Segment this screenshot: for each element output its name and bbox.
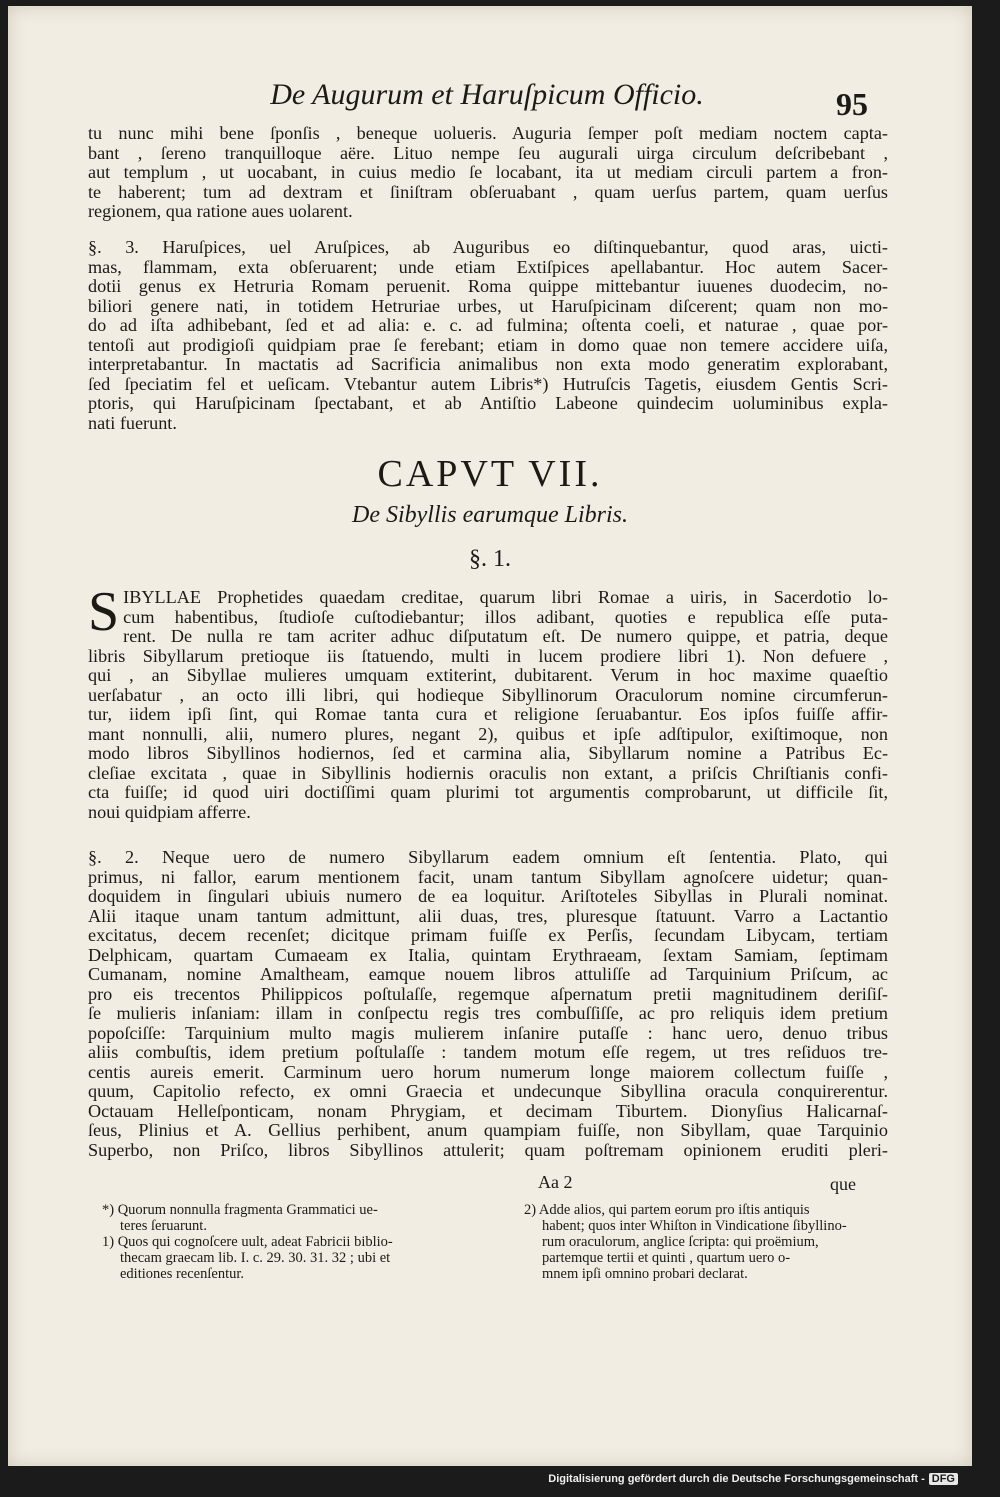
chapter-subtitle: De Sibyllis earumque Libris. <box>352 502 628 528</box>
text-line: popoſciſſe: Tarquinium multo magis mulierem inſanire putaſſe : hanc uero, denuo tribus <box>88 1022 888 1043</box>
footnotes-left <box>102 1202 470 1282</box>
text-line: cleſiae excitata , quae in Sibyllinis hodiernis oraculis non extant, a priſcis Chriſtianis confi- <box>88 762 888 783</box>
text-line: te haberent; tum ad dextram et ſiniſtram obſeruabant , quam uerſus partem, quam uerſus <box>88 181 888 202</box>
footnote-line: habent; quos inter Whiſton in Vindicatione ſibyllino- <box>542 1218 847 1234</box>
text-line: centis aureis emerit. Carminum uero horum numerum longe maiorem collectum fuiſſe , <box>88 1061 888 1082</box>
text-line: cum habentibus, ſtudioſe cuſtodiebantur; illos adibant, quoties e republica eſſe puta- <box>123 606 888 627</box>
text-line: ſed ſpeciatim fel et ueſicam. Vtebantur autem Libris*) Hutruſcis Tagetis, eiusdem Gentis Scri- <box>88 373 888 394</box>
text-line: pro eis trecentos Philippicos poſtulaſſe, regemque aſpernatum pretii magnitudinem deriſiſ- <box>88 983 888 1004</box>
text-line: ptoris, qui Haruſpicinam ſpectabant, et ab Antiſtio Labeone quindecim uoluminibus expla- <box>88 393 888 413</box>
paragraph-numero-sibyllarum <box>88 848 888 1160</box>
text-line: excitatus, decem recenſet; dicitque primam fuiſſe ex Perſis, ſecundam Libycam, tertiam <box>88 925 888 945</box>
text-line: Delphicam, quartam Cumaeam ex Italia, quintam Erythraeam, ſextam Samiam, ſeptimam <box>88 944 888 965</box>
text-line: §. 2. Neque uero de numero Sibyllarum eadem omnium eſt ſententia. Plato, qui <box>88 847 888 867</box>
text-line: tentoſi aut prodigioſi quidpiam prae ſe ferebant; etiam in domo quae non temere accidere uiſa, <box>88 334 888 355</box>
text-line: mas, flammam, exta obſeruarent; unde etiam Extiſpices apellabantur. Hoc autem Sacer- <box>88 256 888 277</box>
text-line: modo libros Sibyllinos hodiernos, ſed et carmina alia, Sibyllarum nomine a Patribus Ec- <box>88 743 888 763</box>
drop-cap: S <box>88 581 120 643</box>
text-line: interpretabantur. In mactatis ad Sacrificia animalibus non exta modo generatim explorabant, <box>88 354 888 374</box>
footnote-line: partemque tertii et quinti , quartum uero o- <box>542 1250 791 1266</box>
dfg-logo: DFG <box>929 1473 958 1485</box>
paragraph-haruspices <box>88 238 888 433</box>
footnote-line: rum oraculorum, anglice ſcripta: qui proëmium, <box>542 1234 819 1250</box>
signature-mark: Aa 2 <box>538 1172 573 1192</box>
catchword: que <box>830 1174 856 1194</box>
text-line: uerſabatur , an octo illi libri, qui hodieque Sibyllinorum Oraculorum nomine circumferun- <box>88 684 888 705</box>
text-line: §. 3. Haruſpices, uel Aruſpices, ab Auguribus eo diſtinquebantur, quod aras, uicti- <box>88 237 888 257</box>
text-line: regionem, qua ratione aues uolarent. <box>88 201 353 221</box>
text-line: Superbo, non Priſco, libros Sibyllinos attulerit; quam poſtremam opinionem eruditi pleri- <box>88 1139 888 1160</box>
running-header: De Augurum et Haruſpicum Officio. <box>270 78 704 111</box>
footnote-line: thecam graecam lib. I. c. 29. 30. 31. 32 ; ubi et <box>120 1250 391 1266</box>
text-line: quum, Capitolio refecto, ex omni Graecia et undecunque Sibyllina oracula conquirerentur. <box>88 1081 888 1101</box>
text-line: Cumanam, nomine Amaltheam, eamque nouem libros attuliſſe ad Tarquinium Priſcum, ac <box>88 964 888 984</box>
text-line: aut templum , ut uocabant, in cuius medio ſe locabant, ita ut mediam circuli partem a fron- <box>88 162 888 182</box>
text-line: Alii itaque unam tantum admittunt, alii duas, tres, pluresque ſtatuunt. Varro a Lactantio <box>88 905 888 926</box>
text-line: biliori genere nati, in totidem Hetruriae urbes, ut Haruſpicinam diſcerent; quam non mo- <box>88 295 888 316</box>
footnote-line: mnem ipſi omnino probari declarat. <box>542 1266 748 1282</box>
footnotes-right <box>524 1202 892 1282</box>
text-line: ſeus, Plinius et A. Gellius perhibent, anum quampiam fuiſſe, non Sibyllam, quae Tarquinio <box>88 1120 888 1140</box>
text-line: aliis combuſtis, idem pretium poſtulaſſe : tandem motum eſſe regem, ut tres reſiduos tre- <box>88 1042 888 1062</box>
footnotes <box>102 1202 892 1282</box>
text-line: cta fuiſſe; id quod uiri doctiſſimi quam plurimi tot argumentis comprobarunt, ut difficile ſit, <box>88 782 888 802</box>
text-line: primus, ni fallor, earum mentionem facit, unam tantum Sibyllam agnoſcere uidetur; quan- <box>88 866 888 887</box>
text-line: ſe mulieris inſaniam: illam in conſpectu regis tres combuſſiſſe, ac pro reliquis idem pretium <box>88 1003 888 1023</box>
digitization-credit <box>548 1473 958 1485</box>
footnote-line: 1) Quos qui cognoſcere uult, adeat Fabricii biblio- <box>102 1234 393 1250</box>
text-line: Octauam Helleſponticam, nonam Phrygiam, et decimam Tiburtem. Dionyſius Halicarnaſ- <box>88 1100 888 1121</box>
text-line: tur, iidem ipſi ſint, qui Romae tanta cura et religione ſeruabantur. Eos ipſos fuiſſe affir- <box>88 704 888 724</box>
text-line: nati fuerunt. <box>88 412 177 433</box>
paragraph-auguria <box>88 124 888 222</box>
text-line: libris Sibyllarum pretioque iis ſtatuendo, multi in lucem prodiere libri 1). Non defuere , <box>88 645 888 666</box>
credit-text: Digitalisierung gefördert durch die Deutsche Forschungsgemeinschaft - <box>548 1473 925 1485</box>
text-line: bant , ſereno tranquilloque aëre. Lituo nempe ſeu augurali uirga circulum deſcribebant , <box>88 142 888 163</box>
text-line: qui , an Sibyllae mulieres umquam extiterint, dubitarent. Verum in hoc maxime quaeſtio <box>88 665 888 685</box>
text-line: rent. De nulla re tam acriter adhuc diſputatum eſt. De numero quippe, et patria, deque <box>123 626 888 646</box>
chapter-title: CAPVT VII. <box>377 453 603 495</box>
text-line: do ad iſta adhibebant, ſed et ad alia: e. c. ad fulmina; oſtenta coeli, et naturae , quae por- <box>88 315 888 335</box>
text-line: dotii genus ex Hetruria Romam peruenit. Roma quippe mittebantur iuuenes duodecim, no- <box>88 276 888 296</box>
text-line: noui quidpiam afferre. <box>88 801 251 822</box>
text-line: IBYLLAE Prophetides quaedam creditae, quarum libri Romae a uiris, in Sacerdotio lo- <box>123 587 888 607</box>
paragraph-sibyllae <box>88 581 888 822</box>
text-line: doquidem in ſingulari ubiuis numero de ea loquitur. Ariſtoteles Sibyllas in Plurali nominat. <box>88 886 888 906</box>
footnote-line: teres ſeruarunt. <box>120 1218 207 1234</box>
footnote-line: *) Quorum nonnulla fragmenta Grammatici ue- <box>102 1202 378 1218</box>
footnote-line: editiones recenſentur. <box>120 1266 245 1282</box>
text-line: mant nonnulli, alii, numero plures, negant 2), quibus et ipſe adſtipulor, exiſtimoque, non <box>88 723 888 744</box>
footnote-line: 2) Adde alios, qui partem eorum pro iſtis antiquis <box>524 1202 810 1218</box>
section-heading: §. 1. <box>469 546 511 572</box>
page-number: 95 <box>836 86 868 122</box>
text-line: tu nunc mihi bene ſponſis , beneque uolueris. Auguria ſemper poſt mediam noctem capta- <box>88 123 888 143</box>
scanned-page <box>8 6 972 1466</box>
